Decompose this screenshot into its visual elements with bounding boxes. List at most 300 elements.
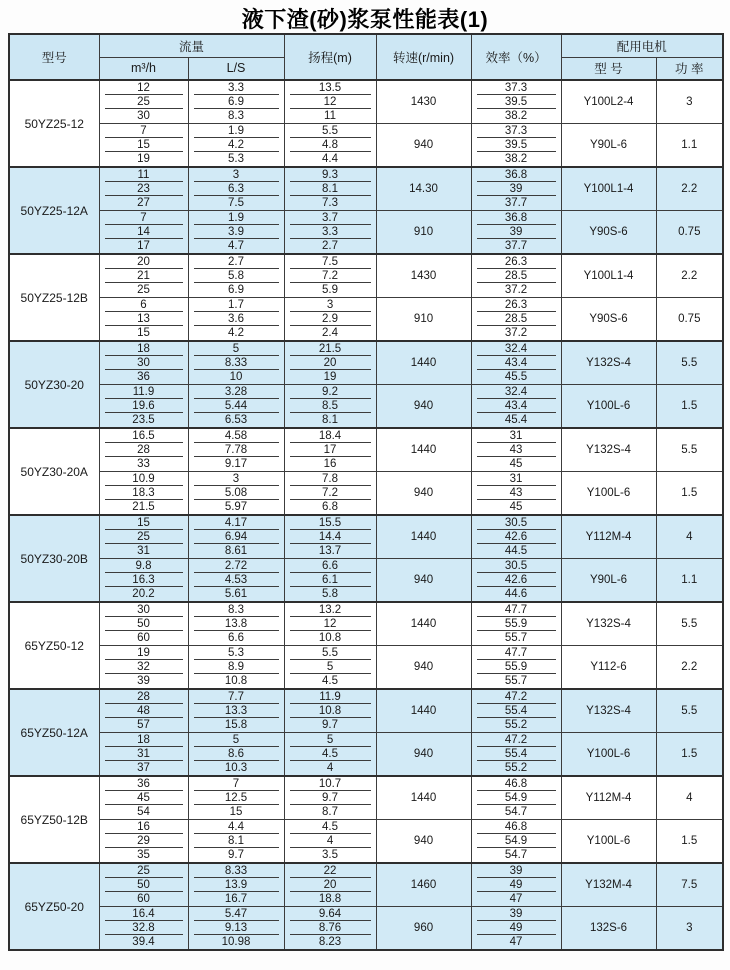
- head-cell: 4.5: [284, 747, 376, 761]
- flow-m3h-cell: 19: [99, 646, 188, 661]
- pump-model-cell: 50YZ25-12A: [9, 167, 99, 254]
- head-cell: 20: [284, 878, 376, 892]
- motor-power-cell: 5.5: [656, 689, 723, 733]
- efficiency-cell: 39: [471, 863, 561, 878]
- motor-model-cell: Y100L-6: [561, 733, 656, 777]
- head-cell: 9.3: [284, 167, 376, 182]
- efficiency-cell: 43: [471, 443, 561, 457]
- efficiency-cell: 49: [471, 921, 561, 935]
- flow-m3h-cell: 30: [99, 356, 188, 370]
- flow-m3h-cell: 60: [99, 631, 188, 646]
- efficiency-cell: 36.8: [471, 211, 561, 226]
- head-cell: 13.5: [284, 80, 376, 95]
- flow-ls-cell: 13.3: [188, 704, 284, 718]
- flow-m3h-cell: 39.4: [99, 935, 188, 950]
- motor-model-cell: Y90S-6: [561, 211, 656, 255]
- efficiency-cell: 30.5: [471, 515, 561, 530]
- efficiency-cell: 43: [471, 486, 561, 500]
- motor-model-cell: Y132S-4: [561, 689, 656, 733]
- flow-m3h-cell: 32: [99, 660, 188, 674]
- efficiency-cell: 38.2: [471, 109, 561, 124]
- motor-power-cell: 3: [656, 907, 723, 951]
- flow-m3h-cell: 18.3: [99, 486, 188, 500]
- table-row: [9, 646, 723, 661]
- speed-cell: 960: [376, 907, 471, 951]
- flow-ls-cell: 8.61: [188, 544, 284, 559]
- flow-ls-cell: 12.5: [188, 791, 284, 805]
- motor-power-cell: 2.2: [656, 254, 723, 298]
- flow-ls-cell: 4.17: [188, 515, 284, 530]
- efficiency-cell: 28.5: [471, 312, 561, 326]
- flow-ls-cell: 5.97: [188, 500, 284, 515]
- motor-model-cell: Y112M-4: [561, 776, 656, 820]
- flow-m3h-cell: 60: [99, 892, 188, 907]
- flow-m3h-cell: 48: [99, 704, 188, 718]
- efficiency-cell: 32.4: [471, 341, 561, 356]
- flow-ls-cell: 10: [188, 370, 284, 385]
- flow-m3h-cell: 39: [99, 674, 188, 689]
- flow-ls-cell: 5.8: [188, 269, 284, 283]
- table-body: [9, 80, 723, 950]
- efficiency-cell: 32.4: [471, 385, 561, 400]
- flow-ls-cell: 9.13: [188, 921, 284, 935]
- head-cell: 8.5: [284, 399, 376, 413]
- flow-ls-cell: 8.33: [188, 863, 284, 878]
- flow-ls-cell: 16.7: [188, 892, 284, 907]
- flow-m3h-cell: 7: [99, 211, 188, 226]
- flow-m3h-cell: 7: [99, 124, 188, 139]
- flow-ls-cell: 4.58: [188, 428, 284, 443]
- flow-m3h-cell: 23.5: [99, 413, 188, 428]
- flow-ls-cell: 5.08: [188, 486, 284, 500]
- flow-ls-cell: 1.9: [188, 211, 284, 226]
- motor-model-cell: Y112-6: [561, 646, 656, 690]
- table-header: [9, 34, 723, 80]
- motor-model-cell: Y90L-6: [561, 124, 656, 168]
- motor-power-cell: 1.1: [656, 124, 723, 168]
- flow-m3h-cell: 50: [99, 878, 188, 892]
- flow-ls-cell: 1.9: [188, 124, 284, 139]
- table-row: [9, 428, 723, 443]
- head-cell: 7.8: [284, 472, 376, 487]
- head-cell: 9.64: [284, 907, 376, 922]
- flow-ls-cell: 5: [188, 341, 284, 356]
- flow-m3h-cell: 28: [99, 689, 188, 704]
- flow-m3h-cell: 16.5: [99, 428, 188, 443]
- head-cell: 5: [284, 660, 376, 674]
- flow-ls-cell: 4.7: [188, 239, 284, 254]
- flow-m3h-cell: 32.8: [99, 921, 188, 935]
- head-cell: 3.3: [284, 225, 376, 239]
- flow-ls-cell: 7.7: [188, 689, 284, 704]
- head-cell: 13.7: [284, 544, 376, 559]
- efficiency-cell: 39.5: [471, 138, 561, 152]
- head-cell: 4.5: [284, 674, 376, 689]
- motor-model-cell: Y100L-6: [561, 472, 656, 516]
- efficiency-cell: 31: [471, 428, 561, 443]
- head-cell: 2.7: [284, 239, 376, 254]
- flow-ls-cell: 4.4: [188, 820, 284, 835]
- motor-power-cell: 5.5: [656, 341, 723, 385]
- motor-model-cell: Y100L-6: [561, 385, 656, 429]
- head-cell: 4.8: [284, 138, 376, 152]
- flow-m3h-cell: 36: [99, 370, 188, 385]
- head-cell: 12: [284, 617, 376, 631]
- col-header-flow-m3h: m³/h: [99, 57, 188, 80]
- efficiency-cell: 45.4: [471, 413, 561, 428]
- flow-ls-cell: 15.8: [188, 718, 284, 733]
- flow-ls-cell: 8.1: [188, 834, 284, 848]
- flow-m3h-cell: 15: [99, 138, 188, 152]
- motor-power-cell: 1.5: [656, 385, 723, 429]
- motor-model-cell: Y100L1-4: [561, 254, 656, 298]
- motor-model-cell: 132S-6: [561, 907, 656, 951]
- table-row: [9, 515, 723, 530]
- flow-ls-cell: 9.7: [188, 848, 284, 863]
- head-cell: 3.7: [284, 211, 376, 226]
- flow-m3h-cell: 11.9: [99, 385, 188, 400]
- flow-ls-cell: 6.94: [188, 530, 284, 544]
- motor-model-cell: Y132S-4: [561, 428, 656, 472]
- table-row: [9, 602, 723, 617]
- head-cell: 18.8: [284, 892, 376, 907]
- head-cell: 13.2: [284, 602, 376, 617]
- efficiency-cell: 44.6: [471, 587, 561, 602]
- head-cell: 4.4: [284, 152, 376, 167]
- speed-cell: 1440: [376, 602, 471, 646]
- page-title: 液下渣(砂)浆泵性能表(1): [241, 7, 489, 32]
- flow-ls-cell: 8.9: [188, 660, 284, 674]
- efficiency-cell: 45: [471, 457, 561, 472]
- flow-m3h-cell: 19: [99, 152, 188, 167]
- motor-power-cell: 7.5: [656, 863, 723, 907]
- head-cell: 12: [284, 95, 376, 109]
- flow-ls-cell: 3.9: [188, 225, 284, 239]
- flow-ls-cell: 3.3: [188, 80, 284, 95]
- efficiency-cell: 55.9: [471, 660, 561, 674]
- head-cell: 5.9: [284, 283, 376, 298]
- flow-m3h-cell: 50: [99, 617, 188, 631]
- head-cell: 4: [284, 761, 376, 776]
- speed-cell: 1430: [376, 80, 471, 124]
- head-cell: 10.7: [284, 776, 376, 791]
- col-header-speed: 转速(r/min): [376, 34, 471, 80]
- efficiency-cell: 54.9: [471, 834, 561, 848]
- flow-ls-cell: 15: [188, 805, 284, 820]
- head-cell: 20: [284, 356, 376, 370]
- table-row: [9, 863, 723, 878]
- flow-m3h-cell: 31: [99, 544, 188, 559]
- efficiency-cell: 26.3: [471, 254, 561, 269]
- flow-m3h-cell: 20.2: [99, 587, 188, 602]
- table-row: [9, 254, 723, 269]
- flow-m3h-cell: 13: [99, 312, 188, 326]
- flow-ls-cell: 5.61: [188, 587, 284, 602]
- head-cell: 19: [284, 370, 376, 385]
- head-cell: 3.5: [284, 848, 376, 863]
- efficiency-cell: 55.7: [471, 631, 561, 646]
- flow-ls-cell: 4.53: [188, 573, 284, 587]
- efficiency-cell: 30.5: [471, 559, 561, 574]
- flow-m3h-cell: 9.8: [99, 559, 188, 574]
- efficiency-cell: 55.2: [471, 761, 561, 776]
- flow-m3h-cell: 21.5: [99, 500, 188, 515]
- flow-ls-cell: 5: [188, 733, 284, 748]
- head-cell: 9.7: [284, 791, 376, 805]
- flow-ls-cell: 6.6: [188, 631, 284, 646]
- efficiency-cell: 55.4: [471, 747, 561, 761]
- speed-cell: 1440: [376, 776, 471, 820]
- head-cell: 5.5: [284, 124, 376, 139]
- efficiency-cell: 54.9: [471, 791, 561, 805]
- motor-model-cell: Y132S-4: [561, 602, 656, 646]
- flow-ls-cell: 3.28: [188, 385, 284, 400]
- head-cell: 7.5: [284, 254, 376, 269]
- flow-m3h-cell: 30: [99, 602, 188, 617]
- col-header-model: 型号: [9, 34, 99, 80]
- head-cell: 2.9: [284, 312, 376, 326]
- head-cell: 2.4: [284, 326, 376, 341]
- flow-m3h-cell: 25: [99, 95, 188, 109]
- speed-cell: 940: [376, 733, 471, 777]
- table-row: [9, 733, 723, 748]
- motor-model-cell: Y112M-4: [561, 515, 656, 559]
- pump-model-cell: 50YZ30-20B: [9, 515, 99, 602]
- flow-m3h-cell: 33: [99, 457, 188, 472]
- flow-m3h-cell: 57: [99, 718, 188, 733]
- efficiency-cell: 55.7: [471, 674, 561, 689]
- efficiency-cell: 39.5: [471, 95, 561, 109]
- col-header-motor-power: 功 率: [656, 57, 723, 80]
- flow-m3h-cell: 18: [99, 733, 188, 748]
- motor-power-cell: 2.2: [656, 646, 723, 690]
- efficiency-cell: 38.2: [471, 152, 561, 167]
- flow-ls-cell: 4.2: [188, 138, 284, 152]
- table-row: [9, 80, 723, 95]
- flow-ls-cell: 7.5: [188, 196, 284, 211]
- speed-cell: 940: [376, 124, 471, 168]
- table-row: [9, 167, 723, 182]
- speed-cell: 940: [376, 820, 471, 864]
- efficiency-cell: 39: [471, 907, 561, 922]
- table-row: [9, 559, 723, 574]
- efficiency-cell: 47.7: [471, 646, 561, 661]
- speed-cell: 1440: [376, 428, 471, 472]
- table-row: [9, 907, 723, 922]
- flow-m3h-cell: 12: [99, 80, 188, 95]
- flow-ls-cell: 7: [188, 776, 284, 791]
- table-row: [9, 341, 723, 356]
- speed-cell: 910: [376, 298, 471, 342]
- head-cell: 21.5: [284, 341, 376, 356]
- efficiency-cell: 28.5: [471, 269, 561, 283]
- motor-model-cell: Y100L-6: [561, 820, 656, 864]
- motor-power-cell: 0.75: [656, 211, 723, 255]
- flow-m3h-cell: 18: [99, 341, 188, 356]
- flow-ls-cell: 8.33: [188, 356, 284, 370]
- table-row: [9, 689, 723, 704]
- head-cell: 6.6: [284, 559, 376, 574]
- flow-ls-cell: 5.3: [188, 152, 284, 167]
- efficiency-cell: 45: [471, 500, 561, 515]
- speed-cell: 910: [376, 211, 471, 255]
- efficiency-cell: 54.7: [471, 805, 561, 820]
- motor-model-cell: Y100L2-4: [561, 80, 656, 124]
- flow-ls-cell: 10.8: [188, 674, 284, 689]
- head-cell: 7.2: [284, 486, 376, 500]
- flow-ls-cell: 13.9: [188, 878, 284, 892]
- head-cell: 16: [284, 457, 376, 472]
- flow-m3h-cell: 54: [99, 805, 188, 820]
- pump-model-cell: 65YZ50-20: [9, 863, 99, 950]
- flow-m3h-cell: 15: [99, 326, 188, 341]
- efficiency-cell: 37.2: [471, 326, 561, 341]
- efficiency-cell: 37.7: [471, 239, 561, 254]
- head-cell: 9.7: [284, 718, 376, 733]
- efficiency-cell: 43.4: [471, 356, 561, 370]
- flow-ls-cell: 8.3: [188, 109, 284, 124]
- efficiency-cell: 55.9: [471, 617, 561, 631]
- head-cell: 6.8: [284, 500, 376, 515]
- col-header-efficiency: 效率（%）: [471, 34, 561, 80]
- motor-power-cell: 5.5: [656, 428, 723, 472]
- head-cell: 6.1: [284, 573, 376, 587]
- flow-ls-cell: 4.2: [188, 326, 284, 341]
- flow-ls-cell: 3: [188, 167, 284, 182]
- efficiency-cell: 45.5: [471, 370, 561, 385]
- flow-m3h-cell: 27: [99, 196, 188, 211]
- efficiency-cell: 44.5: [471, 544, 561, 559]
- speed-cell: 940: [376, 646, 471, 690]
- flow-m3h-cell: 16.4: [99, 907, 188, 922]
- speed-cell: 14.30: [376, 167, 471, 211]
- flow-ls-cell: 10.3: [188, 761, 284, 776]
- flow-m3h-cell: 16.3: [99, 573, 188, 587]
- pump-model-cell: 50YZ30-20A: [9, 428, 99, 515]
- table-row: [9, 124, 723, 139]
- flow-m3h-cell: 10.9: [99, 472, 188, 487]
- pump-model-cell: 50YZ30-20: [9, 341, 99, 428]
- flow-m3h-cell: 45: [99, 791, 188, 805]
- flow-ls-cell: 2.7: [188, 254, 284, 269]
- head-cell: 10.8: [284, 631, 376, 646]
- flow-ls-cell: 10.98: [188, 935, 284, 950]
- head-cell: 5.8: [284, 587, 376, 602]
- flow-m3h-cell: 11: [99, 167, 188, 182]
- head-cell: 15.5: [284, 515, 376, 530]
- efficiency-cell: 39: [471, 182, 561, 196]
- efficiency-cell: 47.7: [471, 602, 561, 617]
- speed-cell: 940: [376, 385, 471, 429]
- pump-model-cell: 50YZ25-12: [9, 80, 99, 167]
- flow-m3h-cell: 25: [99, 530, 188, 544]
- head-cell: 10.8: [284, 704, 376, 718]
- flow-ls-cell: 3: [188, 472, 284, 487]
- efficiency-cell: 42.6: [471, 530, 561, 544]
- motor-power-cell: 1.5: [656, 733, 723, 777]
- efficiency-cell: 39: [471, 225, 561, 239]
- flow-m3h-cell: 19.6: [99, 399, 188, 413]
- head-cell: 3: [284, 298, 376, 313]
- flow-ls-cell: 5.3: [188, 646, 284, 661]
- flow-ls-cell: 5.44: [188, 399, 284, 413]
- flow-ls-cell: 7.78: [188, 443, 284, 457]
- head-cell: 4.5: [284, 820, 376, 835]
- motor-power-cell: 3: [656, 80, 723, 124]
- performance-table: [8, 33, 724, 951]
- efficiency-cell: 37.2: [471, 283, 561, 298]
- speed-cell: 1440: [376, 515, 471, 559]
- flow-ls-cell: 6.9: [188, 283, 284, 298]
- motor-power-cell: 1.5: [656, 820, 723, 864]
- speed-cell: 1460: [376, 863, 471, 907]
- flow-m3h-cell: 25: [99, 863, 188, 878]
- efficiency-cell: 37.3: [471, 80, 561, 95]
- motor-model-cell: Y100L1-4: [561, 167, 656, 211]
- efficiency-cell: 54.7: [471, 848, 561, 863]
- flow-m3h-cell: 37: [99, 761, 188, 776]
- efficiency-cell: 37.3: [471, 124, 561, 139]
- motor-power-cell: 0.75: [656, 298, 723, 342]
- flow-m3h-cell: 6: [99, 298, 188, 313]
- flow-m3h-cell: 28: [99, 443, 188, 457]
- flow-m3h-cell: 17: [99, 239, 188, 254]
- efficiency-cell: 47: [471, 935, 561, 950]
- flow-m3h-cell: 23: [99, 182, 188, 196]
- flow-ls-cell: 6.9: [188, 95, 284, 109]
- efficiency-cell: 49: [471, 878, 561, 892]
- motor-power-cell: 5.5: [656, 602, 723, 646]
- flow-m3h-cell: 15: [99, 515, 188, 530]
- head-cell: 17: [284, 443, 376, 457]
- speed-cell: 1430: [376, 254, 471, 298]
- flow-m3h-cell: 20: [99, 254, 188, 269]
- flow-ls-cell: 6.3: [188, 182, 284, 196]
- flow-ls-cell: 8.6: [188, 747, 284, 761]
- col-header-motor: 配用电机: [561, 34, 723, 57]
- efficiency-cell: 55.4: [471, 704, 561, 718]
- head-cell: 8.1: [284, 413, 376, 428]
- head-cell: 5: [284, 733, 376, 748]
- speed-cell: 1440: [376, 689, 471, 733]
- table-row: [9, 385, 723, 400]
- flow-m3h-cell: 31: [99, 747, 188, 761]
- head-cell: 4: [284, 834, 376, 848]
- flow-m3h-cell: 35: [99, 848, 188, 863]
- motor-power-cell: 4: [656, 515, 723, 559]
- efficiency-cell: 47.2: [471, 733, 561, 748]
- head-cell: 11.9: [284, 689, 376, 704]
- head-cell: 8.76: [284, 921, 376, 935]
- table-row: [9, 776, 723, 791]
- efficiency-cell: 36.8: [471, 167, 561, 182]
- efficiency-cell: 42.6: [471, 573, 561, 587]
- head-cell: 8.23: [284, 935, 376, 950]
- flow-ls-cell: 8.3: [188, 602, 284, 617]
- flow-ls-cell: 9.17: [188, 457, 284, 472]
- efficiency-cell: 47: [471, 892, 561, 907]
- head-cell: 14.4: [284, 530, 376, 544]
- table-row: [9, 298, 723, 313]
- col-header-flow: 流量: [99, 34, 284, 57]
- col-header-motor-model: 型 号: [561, 57, 656, 80]
- speed-cell: 1440: [376, 341, 471, 385]
- flow-m3h-cell: 30: [99, 109, 188, 124]
- head-cell: 5.5: [284, 646, 376, 661]
- flow-ls-cell: 6.53: [188, 413, 284, 428]
- table-row: [9, 820, 723, 835]
- head-cell: 8.7: [284, 805, 376, 820]
